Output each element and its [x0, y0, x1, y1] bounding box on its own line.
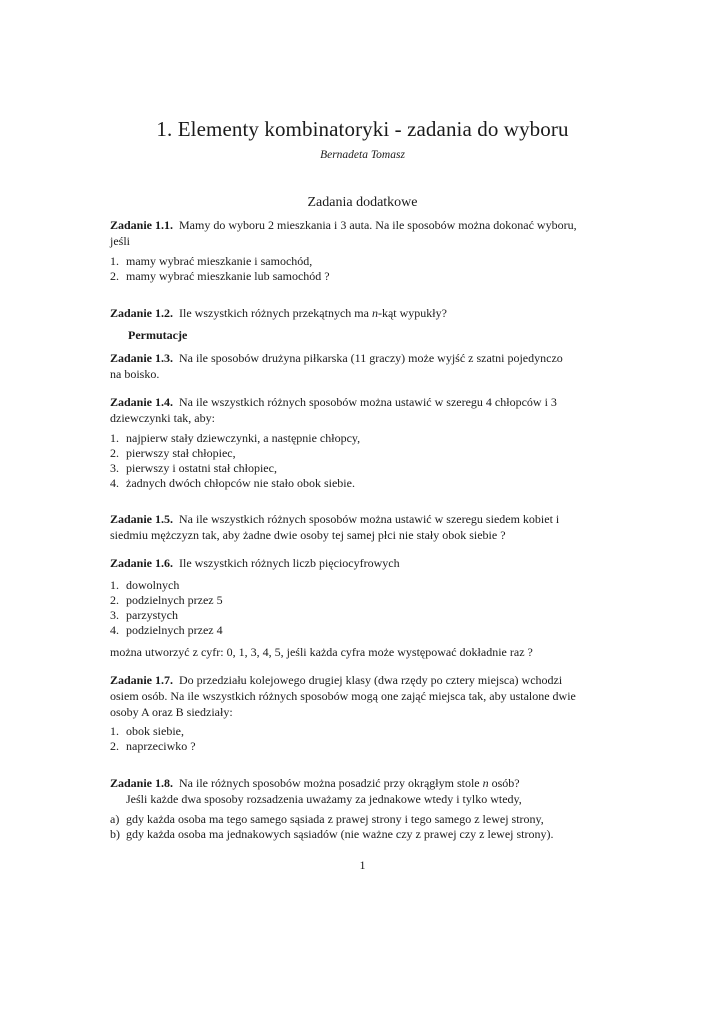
task-text: Ile wszystkich różnych liczb pięciocyfrowych [179, 556, 400, 570]
author: Bernadeta Tomasz [320, 149, 405, 161]
task-1-1-text [110, 217, 616, 249]
item-text: gdy każda osoba ma tego samego sąsiada z prawej strony i tego samego z lewej strony, [126, 812, 544, 826]
task-text: Mamy do wyboru 2 mieszkania i 3 auta. Na ile sposobów można dokonać wyboru, [179, 218, 577, 232]
item-letter: b) [110, 827, 120, 841]
task-text-tail: osób? [491, 776, 520, 790]
page-title: 1. Elementy kombinatoryki - zadania do wyboru [156, 117, 569, 141]
item-text: naprzeciwko ? [126, 739, 196, 753]
item-text: podzielnych przez 5 [126, 593, 223, 607]
task-1-7-text [110, 672, 616, 720]
task-label: Zadanie 1.5. [110, 512, 174, 526]
list-item [110, 623, 616, 638]
task-text: Na ile wszystkich różnych sposobów można ustawić w szeregu siedem kobiet i [179, 512, 560, 526]
list-item [110, 446, 616, 461]
task-text-cont: osiem osób. Na ile wszystkich różnych sposobów mogą one zająć miejsca tak, aby ustalone dwie [110, 689, 576, 703]
task-1-3-text [110, 350, 616, 382]
task-1-4-text [110, 394, 616, 426]
list-item [110, 254, 616, 269]
task-label: Zadanie 1.3. [110, 351, 174, 365]
list-item [110, 739, 616, 754]
task-label: Zadanie 1.1. [110, 218, 174, 232]
variable-n: n [482, 776, 489, 790]
item-text: dowolnych [126, 578, 180, 592]
item-text: żadnych dwóch chłopców nie stało obok siebie. [126, 476, 355, 490]
task-label: Zadanie 1.8. [110, 776, 174, 790]
item-number: 1. [110, 578, 119, 592]
task-1-6-tail [110, 644, 616, 660]
item-number: 2. [110, 446, 119, 460]
subsection-heading: Permutacje [128, 328, 188, 342]
task-text-tail: -kąt wypukły? [377, 306, 447, 320]
digits: 0, 1, 3, 4, 5 [226, 645, 281, 659]
list-item [110, 608, 616, 623]
item-number: 2. [110, 269, 119, 283]
task-label: Zadanie 1.7. [110, 673, 174, 687]
item-text: obok siebie, [126, 724, 184, 738]
item-text: podzielnych przez 4 [126, 623, 223, 637]
item-number: 1. [110, 724, 119, 738]
list-item [110, 578, 616, 593]
item-number: 1. [110, 431, 119, 445]
item-text: najpierw stały dziewczynki, a następnie chłopcy, [126, 431, 361, 445]
list-item [110, 431, 616, 446]
item-number: 4. [110, 476, 119, 490]
task-text: Ile wszystkich różnych przekątnych ma [179, 306, 369, 320]
item-number: 3. [110, 608, 119, 622]
list-item [110, 812, 616, 827]
task-text-cont: dziewczynki tak, aby: [110, 411, 215, 425]
task-label: Zadanie 1.4. [110, 395, 174, 409]
list-item [110, 724, 616, 739]
item-text: pierwszy stał chłopiec, [126, 446, 236, 460]
task-label: Zadanie 1.2. [110, 306, 174, 320]
task-label: Zadanie 1.6. [110, 556, 174, 570]
item-number: 2. [110, 593, 119, 607]
task-1-2-text [110, 305, 616, 321]
item-letter: a) [110, 812, 120, 826]
task-text-cont: Jeśli każde dwa sposoby rozsadzenia uważamy za jednakowe wtedy i tylko wtedy, [126, 792, 522, 806]
item-text: mamy wybrać mieszkanie lub samochód ? [126, 269, 330, 283]
list-item [110, 476, 616, 491]
task-text-cont: siedmiu mężczyzn tak, aby żadne dwie osoby tej samej płci nie stały obok siebie ? [110, 528, 506, 542]
task-text: Na ile wszystkich różnych sposobów można ustawić w szeregu 4 chłopców i 3 [179, 395, 557, 409]
task-text-cont: jeśli [110, 234, 130, 248]
task-text: Do przedziału kolejowego drugiej klasy (dwa rzędy po cztery miejsca) wchodzi [179, 673, 563, 687]
page-number: 1 [359, 858, 366, 872]
item-text: gdy każda osoba ma jednakowych sąsiadów (nie ważne czy z prawej czy z lewej strony). [126, 827, 554, 841]
item-number: 2. [110, 739, 119, 753]
item-number: 4. [110, 623, 119, 637]
task-text-cont: osoby A oraz B siedziały: [110, 705, 233, 719]
list-item [110, 461, 616, 476]
item-text: mamy wybrać mieszkanie i samochód, [126, 254, 313, 268]
item-number: 3. [110, 461, 119, 475]
item-text: parzystych [126, 608, 178, 622]
list-item [110, 593, 616, 608]
list-item [110, 827, 616, 842]
task-text-cont: na boisko. [110, 367, 160, 381]
section-heading: Zadania dodatkowe [307, 195, 418, 210]
task-text: Na ile sposobów drużyna piłkarska (11 graczy) może wyjść z szatni pojedynczo [179, 351, 563, 365]
task-1-8-text [110, 775, 616, 807]
variable-n: n [371, 306, 378, 320]
list-item [110, 269, 616, 284]
item-number: 1. [110, 254, 119, 268]
task-text: można utworzyć z cyfr: [110, 645, 224, 659]
task-text: Na ile różnych sposobów można posadzić przy okrągłym stole [179, 776, 480, 790]
task-1-5-text [110, 511, 616, 543]
item-text: pierwszy i ostatni stał chłopiec, [126, 461, 277, 475]
task-text-tail: , jeśli każda cyfra może występować dokładnie raz ? [280, 645, 533, 659]
task-1-6-text [110, 555, 616, 571]
